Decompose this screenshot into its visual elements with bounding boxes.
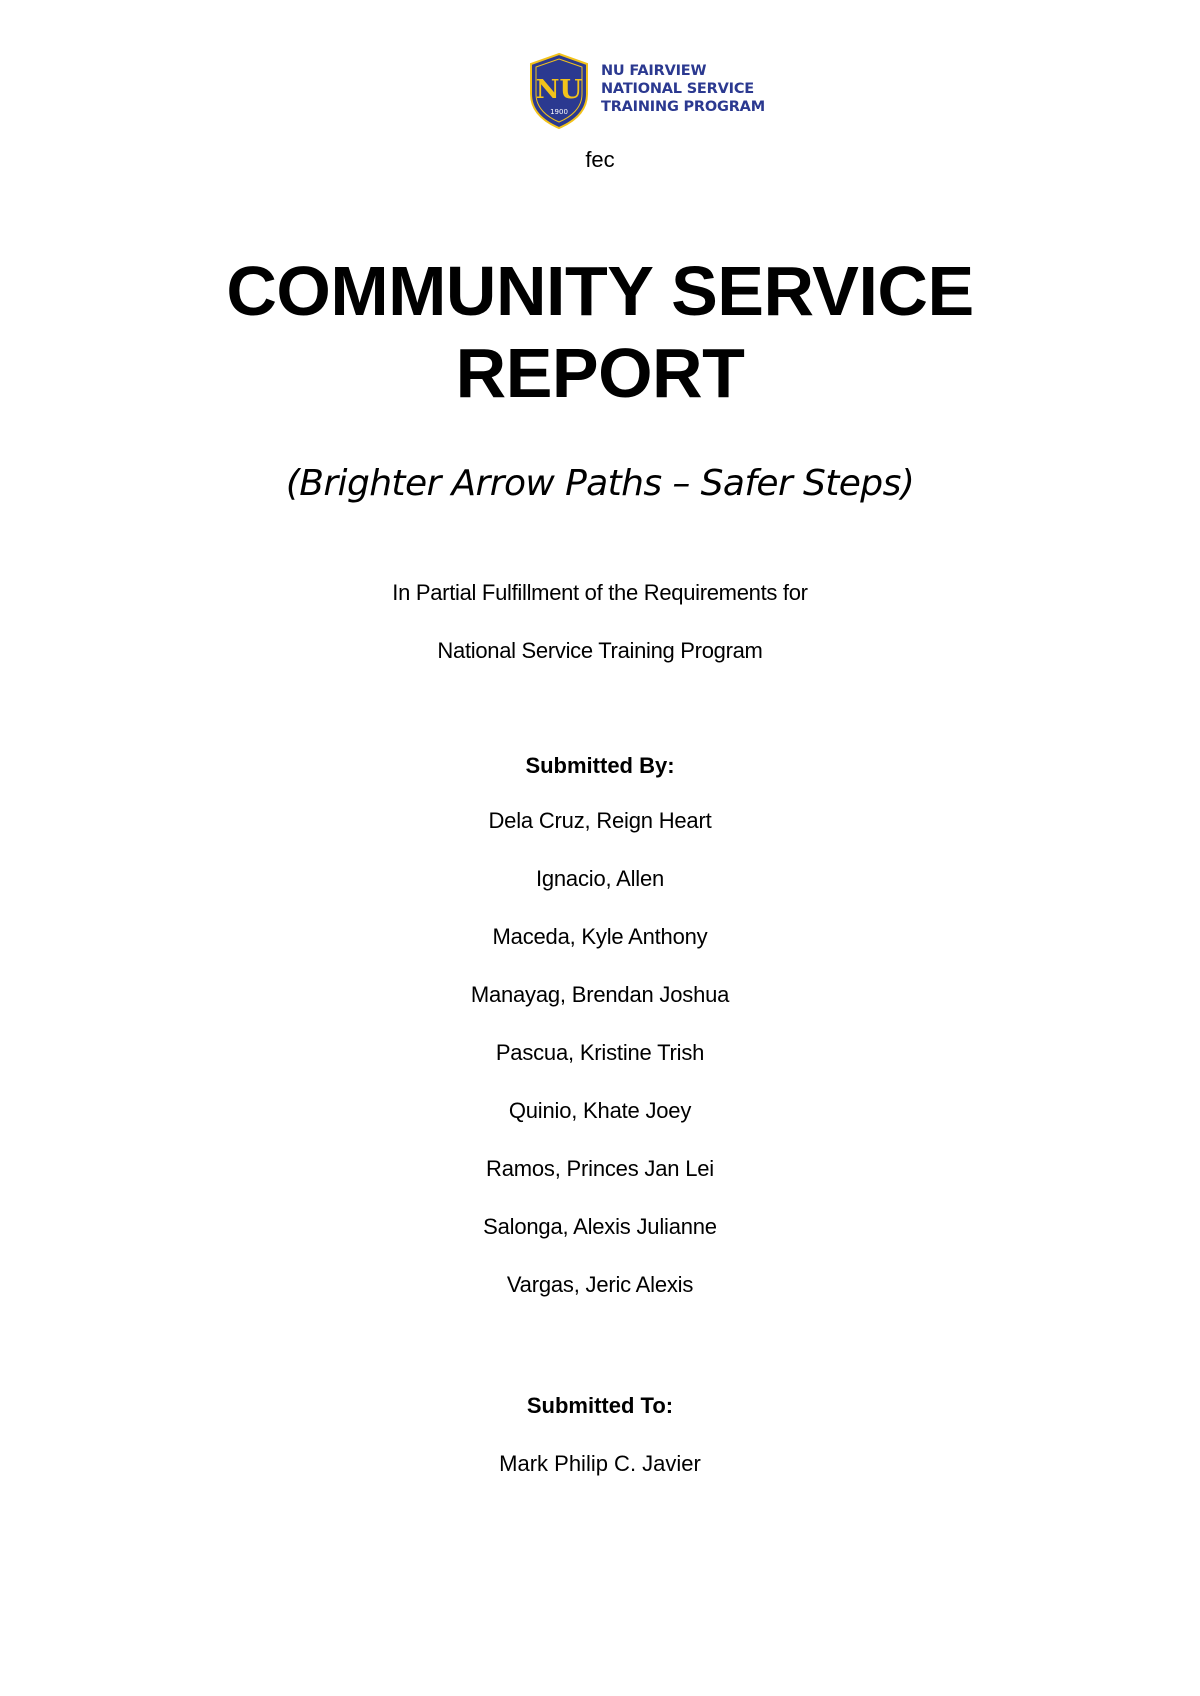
member-name: Manayag, Brendan Joshua: [470, 982, 730, 1007]
member-name: Dela Cruz, Reign Heart: [488, 808, 712, 833]
member-name: Maceda, Kyle Anthony: [492, 924, 708, 949]
report-title: [0, 250, 1200, 414]
member-name: Pascua, Kristine Trish: [495, 1040, 705, 1065]
logo-line: NATIONAL SERVICE: [601, 81, 754, 97]
submitted-by-label: Submitted By:: [525, 753, 675, 778]
requirement-line2: National Service Training Program: [437, 638, 763, 663]
member-name: Salonga, Alexis Julianne: [483, 1214, 717, 1239]
emblem-year: 1900: [550, 108, 568, 116]
requirement-line1: In Partial Fulfillment of the Requirements for: [392, 580, 808, 605]
logo-wordmark: [601, 62, 765, 116]
adviser-name: Mark Philip C. Javier: [499, 1451, 701, 1476]
nu-shield-icon: [525, 52, 593, 130]
member-name: Quinio, Khate Joey: [508, 1098, 692, 1123]
report-title-line2: REPORT: [455, 334, 745, 412]
submitted-to-label: Submitted To:: [526, 1393, 674, 1418]
member-list: [0, 808, 1200, 1330]
logo-line: NU FAIRVIEW: [601, 63, 707, 79]
member-name: Ramos, Princes Jan Lei: [486, 1156, 714, 1181]
nu-nstp-logo: [525, 52, 765, 132]
logo-line: TRAINING PROGRAM: [601, 99, 765, 115]
report-title-line1: COMMUNITY SERVICE: [226, 252, 974, 330]
stray-header-text: fec: [585, 147, 615, 172]
emblem-letters: NU: [535, 75, 583, 105]
member-name: Vargas, Jeric Alexis: [506, 1272, 694, 1297]
member-name: Ignacio, Allen: [535, 866, 665, 891]
report-subtitle: (Brighter Arrow Paths – Safer Steps): [285, 463, 915, 504]
